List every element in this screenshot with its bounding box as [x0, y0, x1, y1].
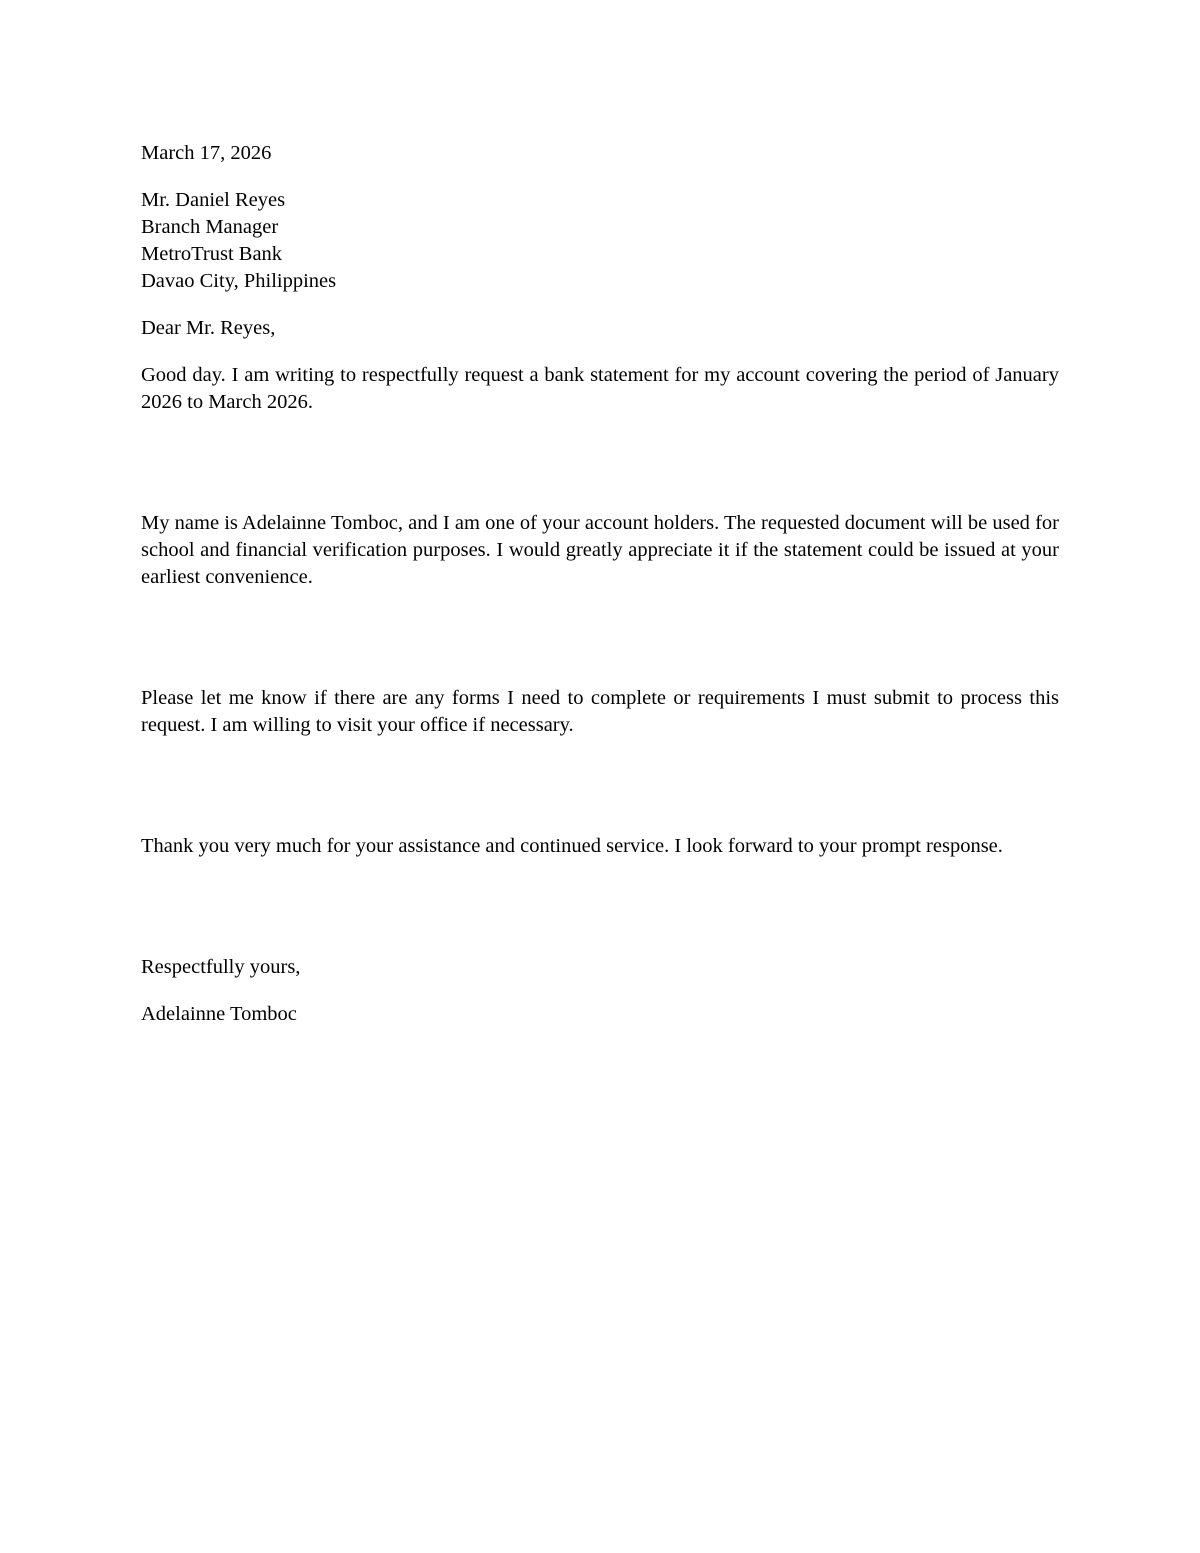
recipient-title: Branch Manager [141, 216, 279, 238]
body-paragraph-1: Good day. I am writing to respectfully request a bank statement for my account covering the period of January 2026 to March 2026. [141, 364, 1059, 413]
body-paragraph-4: Thank you very much for your assistance and continued service. I look forward to your prompt response. [141, 835, 1003, 857]
recipient-company: MetroTrust Bank [141, 243, 283, 265]
recipient-name: Mr. Daniel Reyes [141, 189, 286, 211]
recipient-address-block [141, 187, 1059, 295]
letter-date: March 17, 2026 [141, 142, 272, 164]
closing: Respectfully yours, [141, 956, 301, 978]
signature-name: Adelainne Tomboc [141, 1003, 297, 1025]
recipient-location: Davao City, Philippines [141, 270, 337, 292]
body-paragraph-2: My name is Adelainne Tomboc, and I am one of your account holders. The requested document will be used for school and financial verification purposes. I would greatly appreciate it if the statement could be issued at your earliest convenience. [141, 512, 1059, 588]
salutation: Dear Mr. Reyes, [141, 317, 276, 339]
body-paragraph-3: Please let me know if there are any forms I need to complete or requirements I must submit to process this request. I am willing to visit your office if necessary. [141, 687, 1059, 736]
letter-page [141, 140, 1059, 1028]
